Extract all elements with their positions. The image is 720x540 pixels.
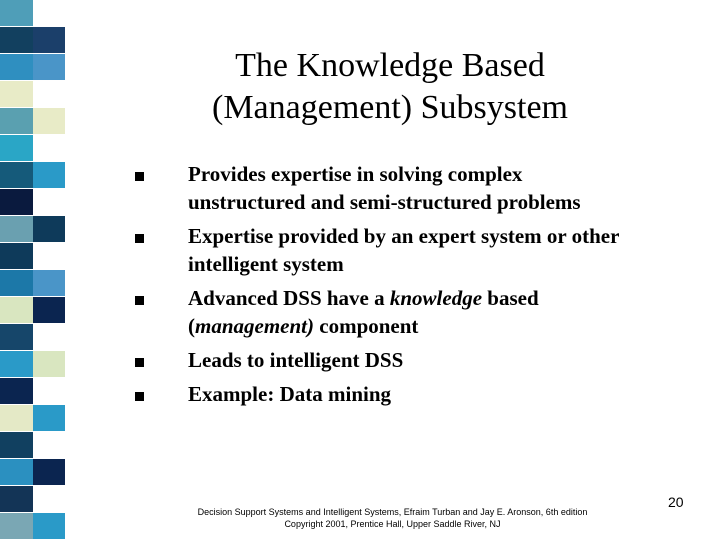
- stripe-row: [0, 459, 65, 486]
- square-bullet-icon: [135, 296, 144, 305]
- square-bullet-icon: [135, 234, 144, 243]
- stripe-block: [33, 297, 65, 324]
- title-line-1: The Knowledge Based: [235, 46, 545, 84]
- stripe-block: [33, 81, 65, 108]
- stripe-block: [0, 405, 33, 432]
- stripe-block: [0, 189, 33, 216]
- stripe-row: [0, 54, 65, 81]
- stripe-block: [0, 0, 33, 27]
- stripe-block: [33, 135, 65, 162]
- stripe-row: [0, 162, 65, 189]
- stripe-block: [0, 513, 33, 540]
- stripe-block: [0, 324, 33, 351]
- stripe-row: [0, 405, 65, 432]
- bullet-text: [162, 222, 702, 278]
- stripe-block: [33, 405, 65, 432]
- stripe-row: [0, 270, 65, 297]
- bullet-text: [162, 160, 702, 216]
- stripe-block: [0, 81, 33, 108]
- stripe-block: [0, 54, 33, 81]
- bullet-item: [162, 160, 702, 216]
- stripe-block: [0, 297, 33, 324]
- stripe-block: [0, 459, 33, 486]
- bullet-segment: Advanced DSS have a: [188, 286, 390, 310]
- bullet-text: [162, 380, 702, 408]
- bullet-emphasis: management): [195, 314, 314, 338]
- square-bullet-icon: [135, 392, 144, 401]
- stripe-block: [0, 270, 33, 297]
- stripe-row: [0, 324, 65, 351]
- stripe-block: [0, 486, 33, 513]
- stripe-row: [0, 513, 65, 540]
- bullet-text: [162, 346, 702, 374]
- square-bullet-icon: [135, 358, 144, 367]
- stripe-block: [33, 216, 65, 243]
- stripe-block: [0, 162, 33, 189]
- square-bullet-icon: [135, 172, 144, 181]
- stripe-row: [0, 189, 65, 216]
- bullet-list: [162, 160, 702, 408]
- stripe-block: [33, 243, 65, 270]
- bullet-item: [162, 284, 702, 340]
- bullet-item: [162, 222, 702, 278]
- title-line-2: (Management) Subsystem: [212, 88, 568, 126]
- stripe-block: [0, 351, 33, 378]
- stripe-block: [0, 216, 33, 243]
- stripe-row: [0, 108, 65, 135]
- stripe-block: [33, 162, 65, 189]
- stripe-block: [33, 27, 65, 54]
- slide-title: [120, 45, 660, 129]
- stripe-row: [0, 297, 65, 324]
- stripe-row: [0, 486, 65, 513]
- stripe-row: [0, 351, 65, 378]
- bullet-item: [162, 380, 702, 408]
- stripe-row: [0, 0, 65, 27]
- stripe-block: [33, 270, 65, 297]
- stripe-row: [0, 243, 65, 270]
- bullet-segment: component: [314, 314, 419, 338]
- stripe-block: [33, 378, 65, 405]
- stripe-block: [33, 351, 65, 378]
- bullet-segment: (: [188, 314, 195, 338]
- stripe-block: [33, 189, 65, 216]
- stripe-block: [0, 432, 33, 459]
- bullet-line: intelligent system: [188, 252, 344, 276]
- stripe-row: [0, 378, 65, 405]
- decorative-stripe-panel: [0, 0, 65, 540]
- stripe-block: [33, 0, 65, 27]
- bullet-text: [162, 284, 702, 340]
- stripe-row: [0, 216, 65, 243]
- bullet-item: [162, 346, 702, 374]
- stripe-block: [0, 378, 33, 405]
- bullet-line: Expertise provided by an expert system or other: [188, 224, 620, 248]
- bullet-line: Leads to intelligent DSS: [188, 348, 404, 372]
- footer-line-1: Decision Support Systems and Intelligent Systems, Efraim Turban and Jay E. Aronson, 6th edition: [197, 507, 588, 517]
- stripe-block: [33, 486, 65, 513]
- bullet-line: Example: Data mining: [188, 382, 392, 406]
- bullet-line: Provides expertise in solving complex: [188, 162, 523, 186]
- footer-line-2: Copyright 2001, Prentice Hall, Upper Saddle River, NJ: [284, 519, 501, 529]
- stripe-block: [33, 459, 65, 486]
- page-number: 20: [668, 494, 684, 510]
- bullet-segment: based: [482, 286, 539, 310]
- stripe-block: [33, 108, 65, 135]
- stripe-block: [0, 243, 33, 270]
- stripe-row: [0, 135, 65, 162]
- stripe-block: [33, 324, 65, 351]
- stripe-block: [0, 108, 33, 135]
- bullet-line: unstructured and semi-structured problems: [188, 190, 581, 214]
- stripe-row: [0, 81, 65, 108]
- stripe-row: [0, 432, 65, 459]
- stripe-row: [0, 27, 65, 54]
- stripe-block: [33, 54, 65, 81]
- bullet-emphasis: knowledge: [389, 286, 483, 310]
- stripe-block: [33, 432, 65, 459]
- stripe-block: [33, 513, 65, 540]
- footer-citation: [165, 506, 620, 530]
- stripe-block: [0, 135, 33, 162]
- stripe-block: [0, 27, 33, 54]
